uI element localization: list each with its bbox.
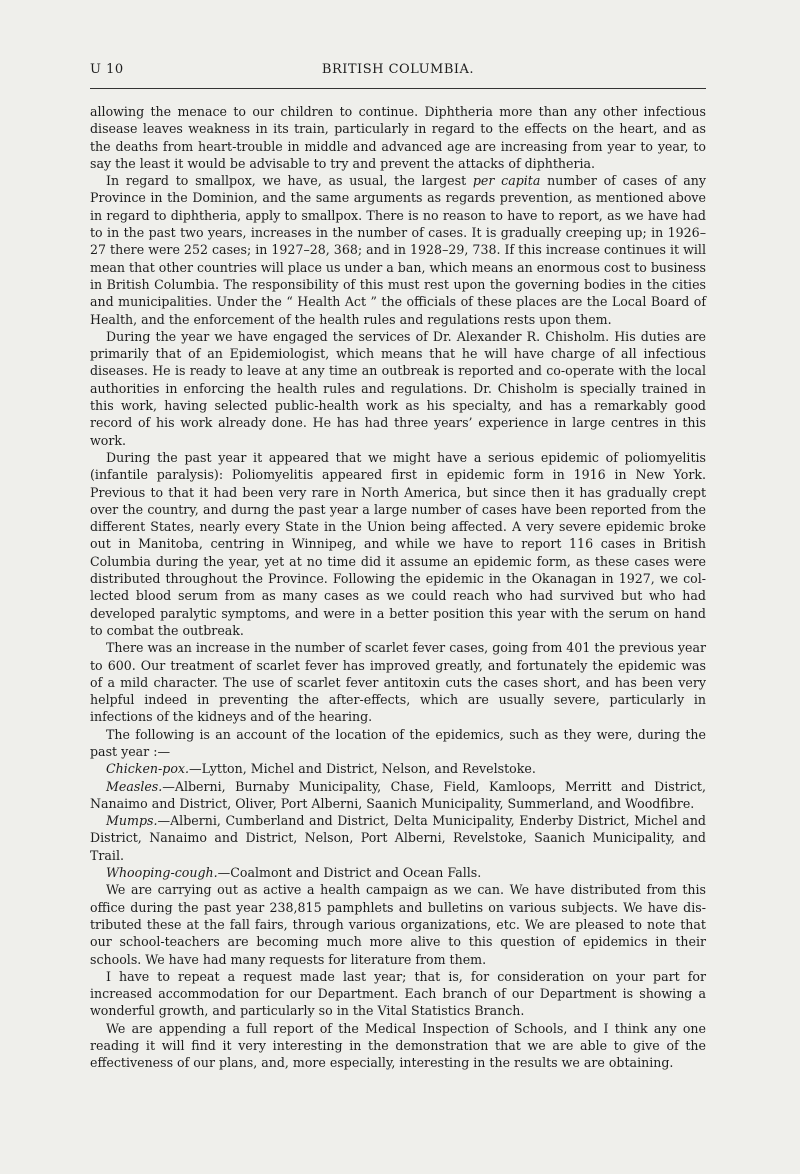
chicken-pox-locations: —Lytton, Michel and District, Nelson, and Revelstoke. (189, 761, 536, 777)
paragraph-epidemic-locations: The following is an account of the location of the epidemics, such as they were, during the past year :— (90, 726, 706, 759)
paragraph-medical-inspection: We are appending a full report of the Medical Inspection of Schools, and I think any one reading it will find it very interesting in the demonstration that we are able to give of the effectiveness of our plans, and, more especially, interesting in the results we are obtaining. (90, 1020, 706, 1071)
header-rule (90, 88, 706, 89)
paragraph-diphtheria: allowing the menace to our children to continue. Diphtheria more than any other infectious disease leaves weakness in its train, particularly in regard to the effects on the heart, and as the deaths from heart-trouble in middle and advanced age are increasing from year to year, to say the least it would be advisable to try and prevent the attacks of diphtheria. (90, 104, 706, 171)
paragraph-health-campaign: We are carrying out as active a health campaign as we can. We have distributed from this office during the past year 238,815 pamphlets and bulletins on various subjects. We have dis-tributed these at the fall fairs, through various organizations, etc. We are pleased to note that our school-teachers are becoming much more alive to this question of epidemics in their schools. We have had many requests for literature from them. (90, 882, 706, 967)
page-number: U 10 (90, 62, 124, 77)
mumps-heading: Mumps. (106, 813, 158, 829)
chicken-pox-heading: Chicken-pox. (106, 761, 190, 777)
body-text (90, 103, 706, 1072)
paragraph-smallpox-pre: In regard to smallpox, we have, as usual, the largest (106, 173, 473, 189)
measles-locations: —Alberni, Burnaby Municipality, Chase, Field, Kamloops, Merritt and District, Nanaimo and District, Oliver, Port Alberni, Saanich Municipality, Summerland, and Woodfibre. (90, 778, 706, 811)
per-capita-term: per capita (472, 173, 541, 189)
document-page (90, 62, 706, 1072)
measles-heading: Measles. (106, 778, 163, 794)
paragraph-accommodation: I have to repeat a request made last year; that is, for consideration on your part for increased accommodation for our Department. Each branch of our Department is showing a wonderful growth, and particularly so in the Vital Statistics Branch. (90, 968, 706, 1019)
whooping-cough-locations: —Coalmont and District and Ocean Falls. (217, 865, 482, 881)
paragraph-scarlet-fever: There was an increase in the number of scarlet fever cases, going from 401 the previous year to 600. Our treatment of scarlet fever has improved greatly, and fortunately the epidemic was of a mild character. The use of scarlet fever antitoxin cuts the cases short, and has been very helpful indeed in preventing the after-effects, which are usually severe, particularly in infections of the kidneys and of the hearing. (90, 640, 706, 725)
page-header (90, 62, 706, 84)
paragraph-smallpox-post: number of cases of any Province in the Dominion, and the same arguments as regards prevention, as mentioned above in regard to diphtheria, apply to smallpox. There is no reason to have to report, as we have had to in the past two years, increases in the number of cases. It is gradually creeping up; in 1926–27 there were 252 cases; in 1927–28, 368; and in 1928–29, 738. If this increase continues it will mean that other countries will place us under a ban, which means an enormous cost to business in British Columbia. The responsibility of this must rest upon the governing bodies in the cities and municipalities. Under the “ Health Act ” the officials of these places are the Local Board of Health, and the enforcement of the health rules and regulations rests upon them. (90, 173, 706, 327)
running-title: BRITISH COLUMBIA. (321, 62, 475, 77)
mumps-locations: —Alberni, Cumberland and District, Delta Municipality, Enderby District, Michel and District, Nanaimo and District, Nelson, Port Alberni, Revelstoke, Saanich Municipality, and Trail. (90, 813, 706, 863)
paragraph-mumps (90, 812, 706, 864)
paragraph-epidemiologist: During the year we have engaged the services of Dr. Alexander R. Chisholm. His duties are primarily that of an Epidemiologist, which means that he will have charge of all infectious diseases. He is ready to leave at any time an outbreak is reported and co-operate with the local authorities in enforcing the health rules and regulations. Dr. Chisholm is specially trained in this work, having selected public-health work as his specialty, and has a remarkably good record of his work already done. He has had three years’ experience in large centres in this work. (90, 328, 706, 448)
paragraph-smallpox (90, 172, 706, 328)
paragraph-poliomyelitis: During the past year it appeared that we might have a serious epidemic of poliomyelitis (infantile paralysis): Poliomyelitis appeared first in epidemic form in 1916 in New York. Previous to that it had been very rare in North America, but since then it has gradually crept over the country, and durng the past year a large number of cases have been reported from the different States, nearly every State in the Union being affected. A very severe epidemic broke out in Manitoba, centring in Winnipeg, and while we have to report 116 cases in British Columbia during the year, yet at no time did it assume an epidemic form, as these cases were distributed throughout the Province. Following the epidemic in the Okanagan in 1927, we col-lected blood serum from as many cases as we could reach who had survived but who had developed paralytic symptoms, and were in a better position this year with the serum on hand to combat the outbreak. (90, 449, 706, 638)
whooping-cough-heading: Whooping-cough. (106, 865, 218, 881)
paragraph-whooping-cough (90, 864, 706, 881)
paragraph-chicken-pox (90, 760, 706, 777)
paragraph-measles (90, 778, 706, 813)
